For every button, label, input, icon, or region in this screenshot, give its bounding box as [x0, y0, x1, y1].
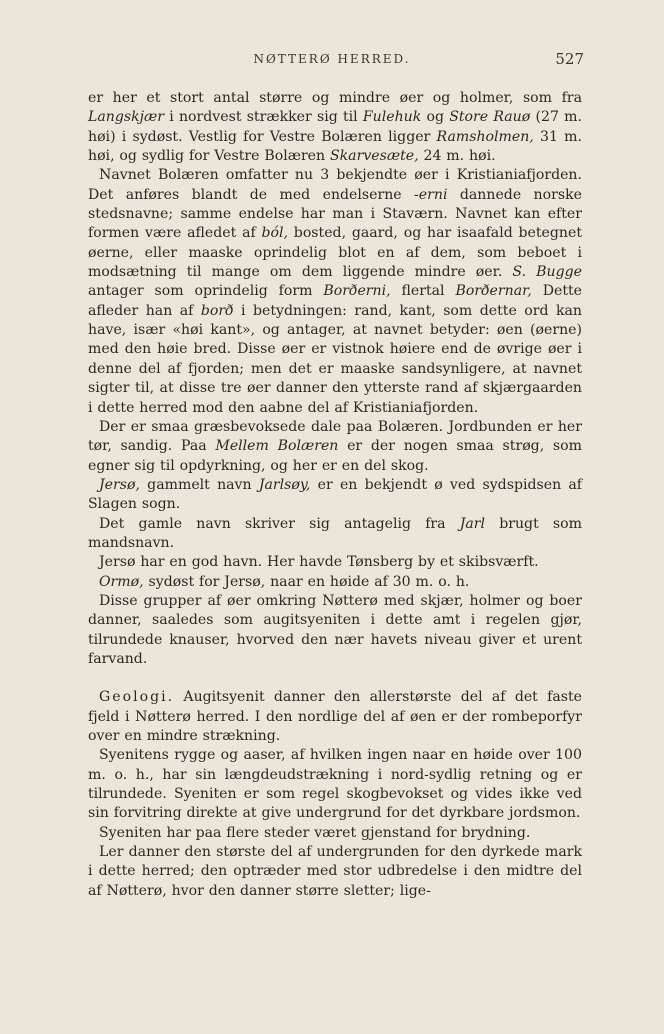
paragraph: er her et stort antal større og mindre øer og holmer, som fra Langskjær i nordvest strækker sig til Fulehuk og Store Rauø (27 m. høi) i sydøst. Vestlig for Vestre Bolæren ligger Ramsholmen, 31 m. høi, og sydlig for Vestre Bolæren Skarvesæte, 24 m. høi.: [88, 90, 582, 165]
page-header: [0, 50, 664, 72]
page-number: 527: [555, 50, 584, 68]
paragraph: Syenitens rygge og aaser, af hvilken ingen naar en høide over 100 m. o. h., har sin længdeudstrækning i nord-sydlig retning og er tilrundede. Syeniten er som regel skogbevokset og vides ikke ved sin forvitring direkte at give undergrund for det dyrkbare jordsmon.: [88, 747, 582, 822]
running-head: NØTTERØ HERRED.: [253, 52, 411, 66]
paragraph: Jersø har en god havn. Her havde Tønsberg by et skibsværft.: [99, 554, 539, 571]
paragraph: Jersø, gammelt navn Jarlsøy, er en bekjendt ø ved sydspidsen af Slagen sogn.: [88, 476, 582, 513]
paragraph: Syeniten har paa flere steder været gjenstand for brydning.: [99, 824, 531, 841]
paragraph: Det gamle navn skriver sig antagelig fra Jarl brugt som mandsnavn.: [88, 515, 582, 551]
section-gap: [88, 669, 582, 688]
paragraph: Ler danner den største del af undergrunden for den dyrkede mark i dette herred; den optræder med stor udbredelse i den midtre del af Nøtterø, hvor den danner større sletter; lige-: [88, 844, 582, 899]
body-text: [88, 89, 582, 901]
paragraph: Disse grupper af øer omkring Nøtterø med skjær, holmer og boer danner, saaledes som augitsyeniten i dette amt i regelen gjør, tilrundede knauser, hvorved den nær havets niveau giver et urent farvand.: [88, 592, 582, 667]
paragraph: Geologi. Augitsyenit danner den allerstørste del af det faste fjeld i Nøtterø herred. I den nordlige del af øen er der rombeporfyr over en mindre strækning.: [88, 689, 582, 744]
paragraph: Navnet Bolæren omfatter nu 3 bekjendte øer i Kristianiafjorden. Det anføres blandt de med endelserne -erni dannede norske stedsnavne; samme endelse har man i Staværn. Navnet kan efter formen være afledet af ból, bosted, gaard, og har isaafald betegnet øerne, eller maaske oprindelig blot en af dem, som beboet i modsætning til mange om dem liggende mindre øer. S. Bugge antager som oprindelig form Borðerni, flertal Borðernar, Dette afleder han af borð i betydningen: rand, kant, som dette ord kan have, især «høi kant», og antager, at navnet betyder: øen (øerne) med den høie bred. Disse øer er vistnok høiere end de øvrige øer i denne del af fjorden; men det er maaske sandsynligere, at navnet sigter til, at disse tre øer danner den ytterste rand af skjærgaarden i dette herred mod den aabne del af Kristianiafjorden.: [88, 167, 582, 416]
section-heading: Geologi.: [99, 689, 175, 706]
paragraph: Der er smaa græsbevoksede dale paa Bolæren. Jordbunden er her tør, sandig. Paa Mellem Bolæren er der nogen smaa strøg, som egner sig til opdyrkning, og her er en del skog.: [88, 418, 582, 474]
paragraph: Ormø, sydøst for Jersø, naar en høide af 30 m. o. h.: [99, 573, 470, 590]
